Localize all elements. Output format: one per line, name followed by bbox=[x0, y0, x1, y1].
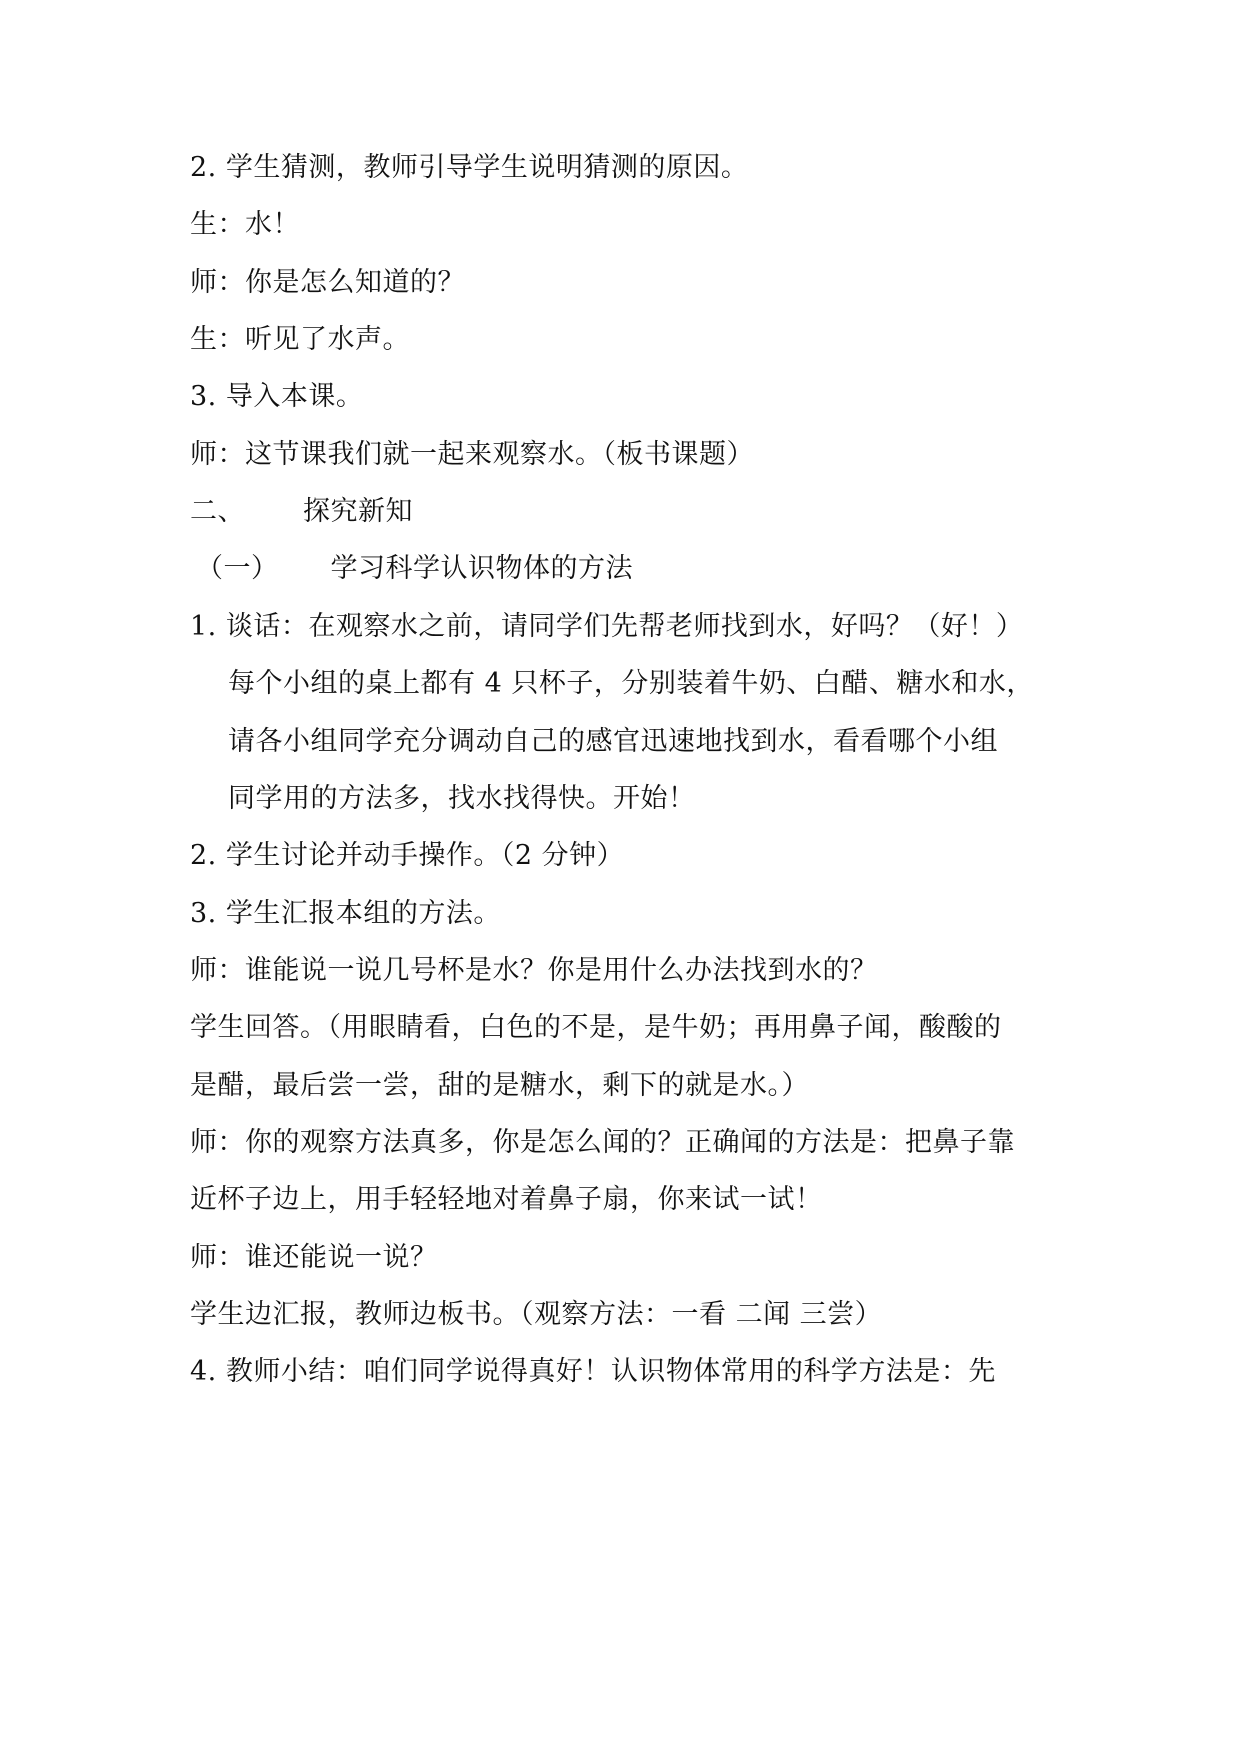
paragraph-line-14: 3. 学生汇报本组的方法。 bbox=[190, 898, 501, 929]
paragraph-line-16: 学生回答。（用眼睛看，白色的不是，是牛奶；再用鼻子闻，酸酸的 bbox=[190, 1012, 1002, 1043]
paragraph-line-3: 师：你是怎么知道的？ bbox=[190, 267, 465, 298]
paragraph-line-2: 生：水！ bbox=[190, 209, 300, 240]
paragraph-line-19: 近杯子边上，用手轻轻地对着鼻子扇，你来试一试！ bbox=[190, 1184, 823, 1215]
paragraph-line-1: 2. 学生猜测，教师引导学生说明猜测的原因。 bbox=[190, 152, 749, 183]
paragraph-line-15: 师：谁能说一说几号杯是水？你是用什么办法找到水的？ bbox=[190, 955, 878, 986]
section-title: 探究新知 bbox=[303, 496, 413, 527]
paragraph-line-18: 师：你的观察方法真多，你是怎么闻的？正确闻的方法是：把鼻子靠 bbox=[190, 1127, 1015, 1158]
section-number: 二、 bbox=[190, 496, 245, 527]
subsection-number: （一） bbox=[196, 553, 279, 584]
paragraph-line-5: 3. 导入本课。 bbox=[190, 381, 364, 412]
paragraph-line-21: 学生边汇报，教师边板书。（观察方法：一看 二闻 三尝） bbox=[190, 1299, 883, 1330]
paragraph-line-10: 每个小组的桌上都有 4 只杯子，分别装着牛奶、白醋、糖水和水， bbox=[228, 668, 1034, 699]
paragraph-line-6: 师：这节课我们就一起来观察水。（板书课题） bbox=[190, 439, 754, 470]
paragraph-line-11: 请各小组同学充分调动自己的感官迅速地找到水，看看哪个小组 bbox=[228, 726, 998, 757]
paragraph-line-22: 4. 教师小结：咱们同学说得真好！认识物体常用的科学方法是：先 bbox=[190, 1356, 996, 1387]
paragraph-line-12: 同学用的方法多，找水找得快。开始！ bbox=[228, 783, 696, 814]
paragraph-line-17: 是醋，最后尝一尝，甜的是糖水，剩下的就是水。） bbox=[190, 1070, 809, 1101]
subsection-title: 学习科学认识物体的方法 bbox=[330, 553, 633, 584]
paragraph-line-9: 1. 谈话：在观察水之前，请同学们先帮老师找到水，好吗？（好！） bbox=[190, 611, 1024, 642]
section-heading-2 bbox=[190, 495, 413, 529]
paragraph-line-20: 师：谁还能说一说？ bbox=[190, 1242, 438, 1273]
paragraph-line-4: 生：听见了水声。 bbox=[190, 324, 410, 355]
paragraph-line-13: 2. 学生讨论并动手操作。（2 分钟） bbox=[190, 840, 625, 871]
subsection-heading-1 bbox=[196, 552, 633, 586]
